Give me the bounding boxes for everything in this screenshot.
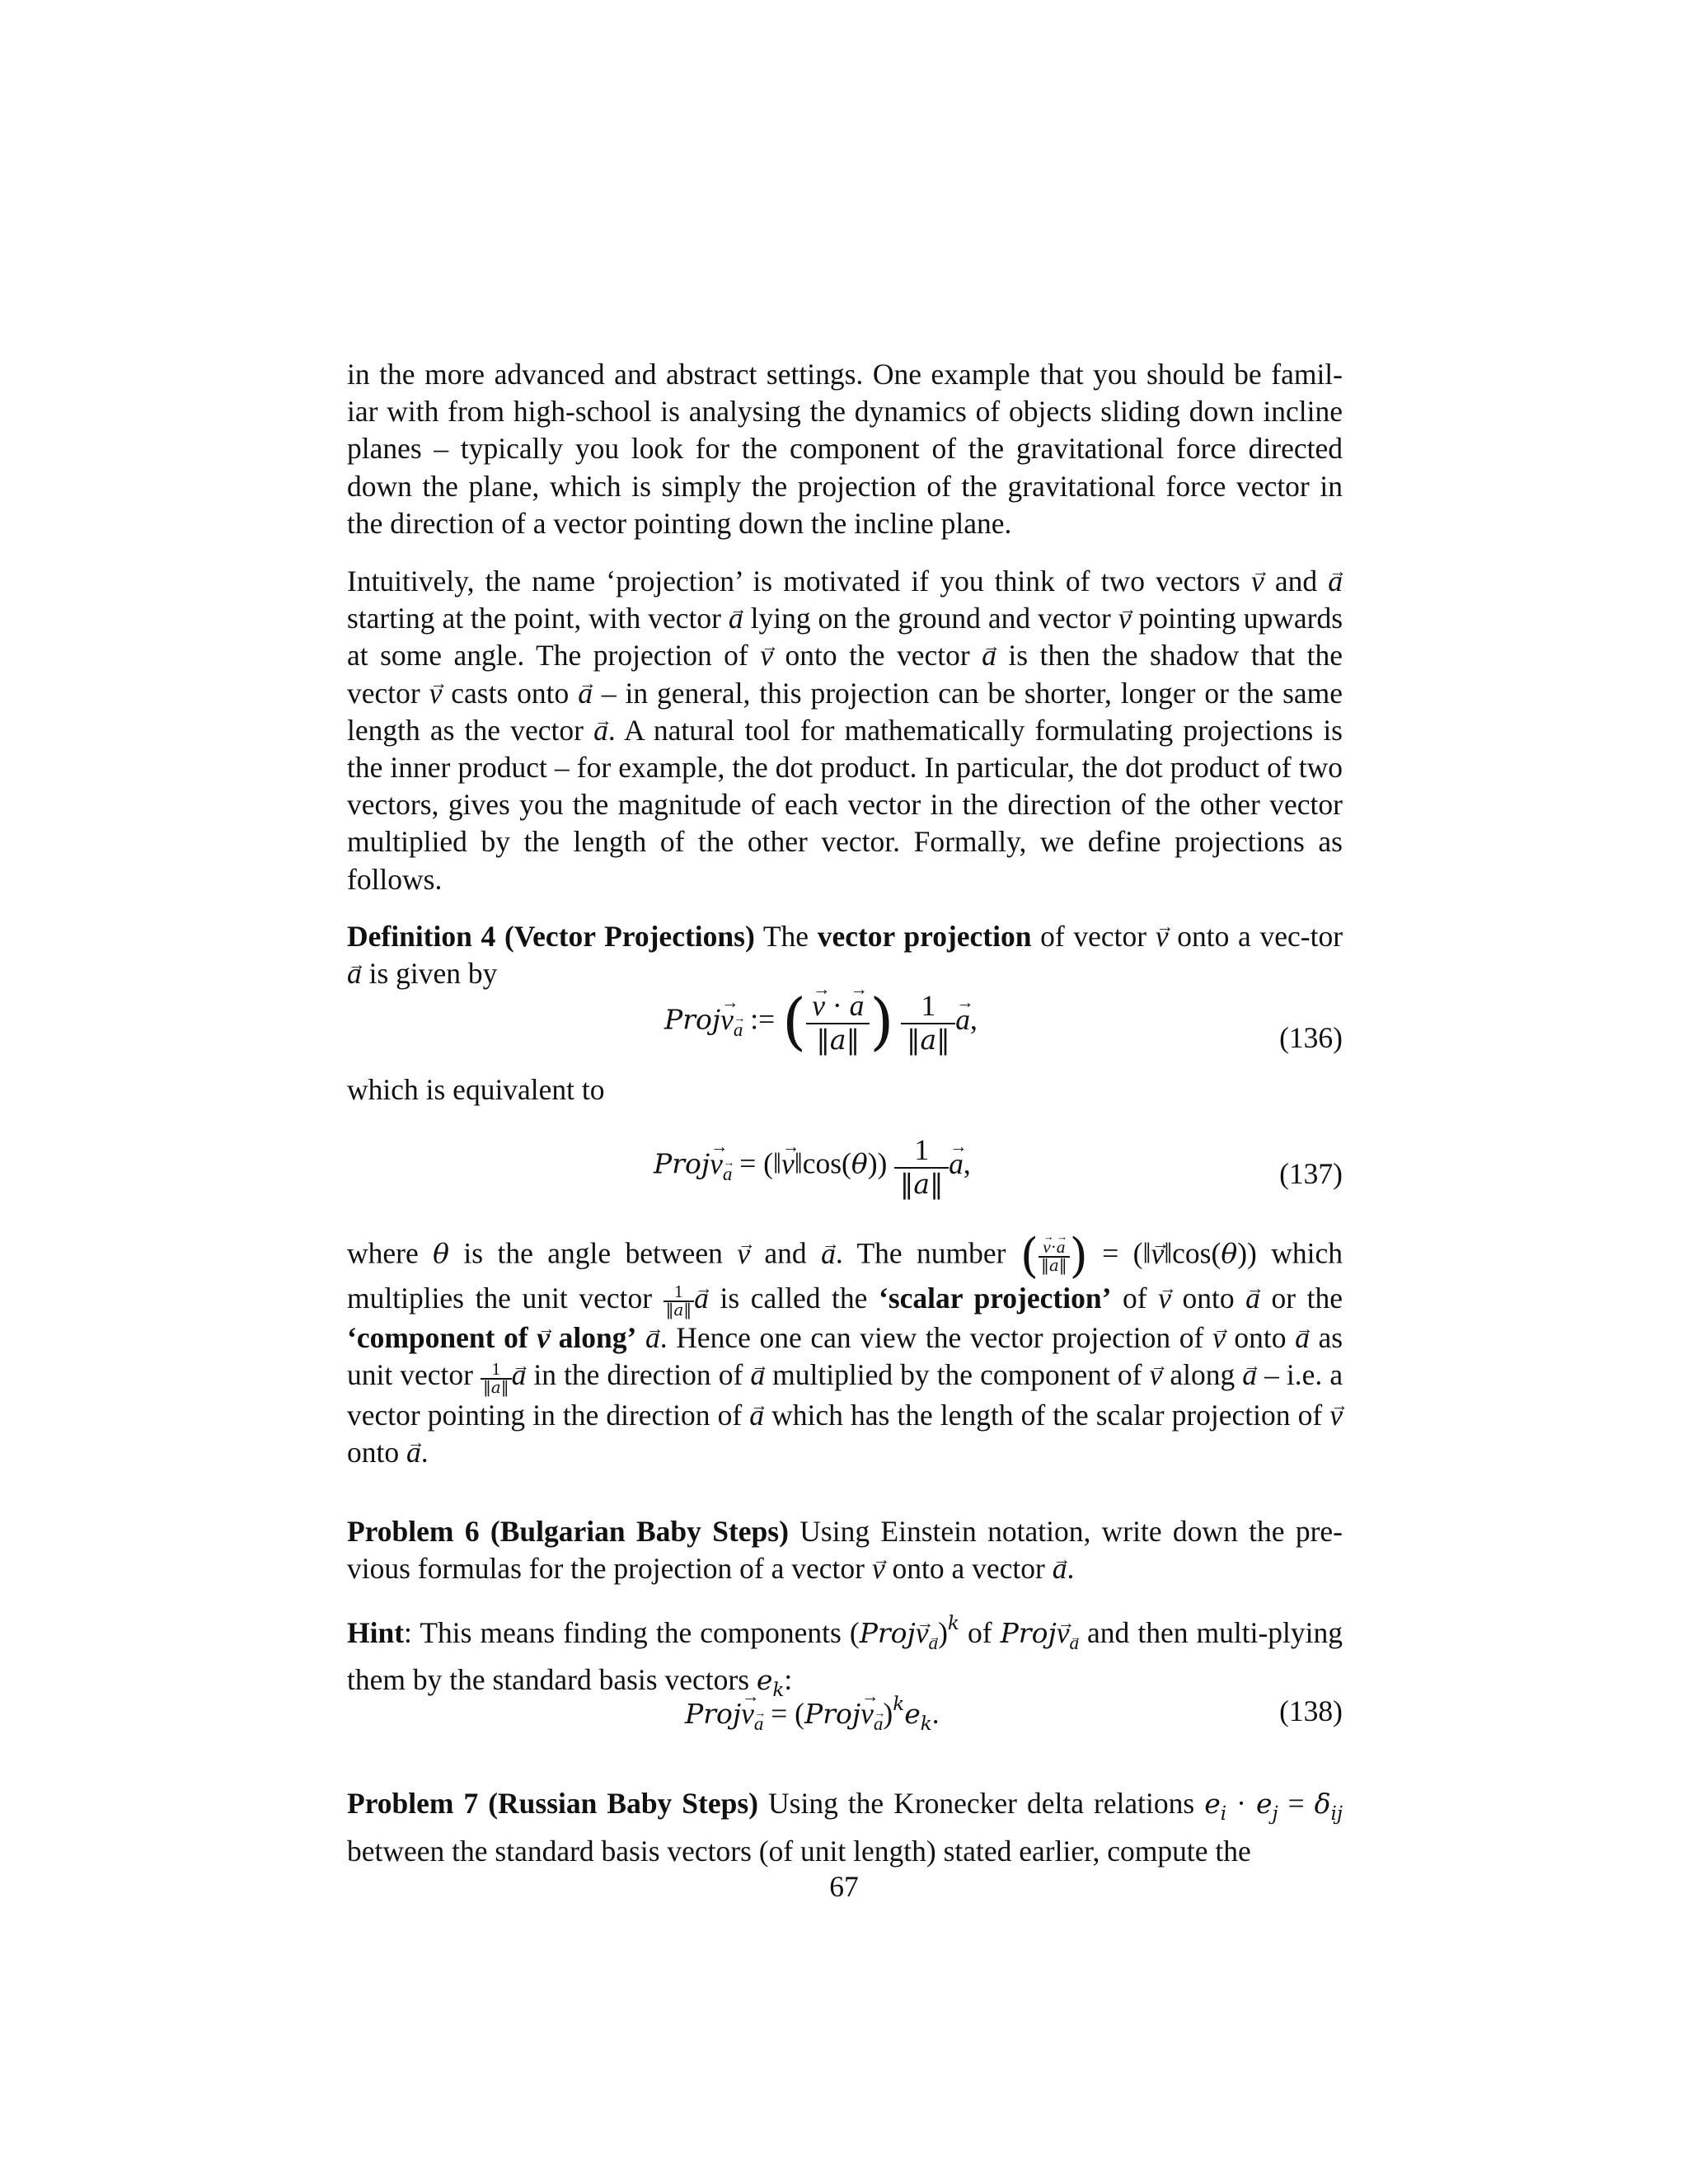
vector-a: a →	[1057, 1238, 1066, 1256]
vector-v: v →	[1156, 918, 1169, 955]
text-span: of	[967, 1616, 992, 1650]
left-paren: (	[1020, 1229, 1039, 1283]
problem-6-title: Problem 6 (Bulgarian Baby Steps)	[347, 1515, 789, 1548]
text-span: onto	[1182, 1281, 1235, 1315]
vector-v: v →	[916, 1615, 929, 1652]
text-span: casts onto	[451, 676, 570, 710]
problem-7	[347, 1785, 1343, 1870]
equation-137-body: Projv $\to_a$ → = (‖v →‖cos(θ)) $\frac{1}{‖a‖}$ a →,	[654, 1133, 971, 1200]
dot-symbol: ·	[1050, 1236, 1057, 1257]
text-span: of	[1122, 1281, 1147, 1315]
fraction-one-over-norm	[901, 989, 955, 1056]
basis-e: e	[1204, 1788, 1221, 1820]
vector-v: v →	[781, 1146, 795, 1181]
text-span: onto the vector	[785, 639, 970, 673]
basis-e: e	[756, 1664, 773, 1697]
vector-v: v →	[720, 1002, 734, 1037]
text-span: is given by	[368, 957, 498, 991]
vector-a: a →	[955, 1002, 970, 1037]
equation-138	[347, 1694, 1343, 1743]
text-span: multiplied by the component of	[772, 1358, 1142, 1392]
page-number: 67	[829, 1870, 859, 1903]
vector-a: a →	[750, 1357, 765, 1394]
vector-v: v →	[1329, 1397, 1343, 1434]
vector-a: a →	[982, 637, 996, 674]
vector-a: a →	[949, 1146, 964, 1181]
problem-7-title: Problem 7 (Russian Baby Steps)	[347, 1787, 759, 1820]
text-span: onto a vector	[892, 1552, 1045, 1586]
norm-a: ‖a‖	[665, 1301, 692, 1320]
text-span: is then the shadow that the vector	[347, 639, 1343, 710]
text-span: pointing upwards at some angle. The projection of	[347, 602, 1343, 673]
text-span: is the angle between	[463, 1236, 723, 1270]
hint-title: Hint	[347, 1616, 405, 1650]
paragraph-intro-text: in the more advanced and abstract settings. One example that you should be famil-iar with from high-school is analysing the dynamics of objects sliding down incline planes – typically you look for the component of the gravitational force directed down the plane, which is simply the projection of the gravitational force vector in the direction of a vector pointing down the incline plane.	[347, 358, 1343, 540]
text-span: . A natural tool for mathematically formulating projections is the inner product – for example, the dot product. In particular, the dot product of two vectors, gives you the magnitude of each vector in the direction of the other vector multiplied by the length of the other vector. Formally, we define projections as follows.	[347, 713, 1343, 896]
equation-number: (138)	[1279, 1694, 1343, 1727]
vector-a: a →	[749, 1397, 764, 1434]
equation-number: (137)	[1279, 1157, 1343, 1190]
text-span: starting at the point, with vector	[347, 602, 721, 635]
vector-a: a →	[1242, 1357, 1257, 1394]
theta-symbol: θ	[433, 1237, 450, 1270]
assign-symbol: :=	[750, 1002, 776, 1036]
norm-a: ‖a‖	[1041, 1256, 1067, 1276]
basis-e: e	[904, 1698, 921, 1731]
paragraph-intuition	[347, 563, 1343, 898]
text-span: lying on the ground and vector	[750, 602, 1111, 635]
subscript-k: k	[772, 1680, 785, 1702]
vector-v: v →	[872, 1550, 885, 1587]
numerator-one: 1	[663, 1282, 695, 1302]
vector-a: a →	[821, 1235, 836, 1272]
equation-137	[347, 1133, 1343, 1216]
vector-a: a →	[645, 1319, 660, 1357]
text-span: onto	[1234, 1321, 1287, 1355]
vector-v: v →	[1150, 1357, 1163, 1394]
vector-v: v →	[1212, 1319, 1226, 1357]
text-span: which has the length of the scalar projection of	[771, 1398, 1323, 1432]
vector-v: v →	[429, 675, 443, 712]
delta-symbol: δ	[1314, 1788, 1331, 1820]
text-span: Using the Kronecker delta relations	[768, 1787, 1195, 1820]
subscript-ij: ij	[1330, 1803, 1343, 1825]
text-span: and	[764, 1236, 807, 1270]
text-span: between the standard basis vectors (of unit length) stated earlier, compute the	[347, 1835, 1251, 1868]
vector-a: a →	[850, 989, 865, 1023]
definition-title: Definition 4 (Vector Projections)	[347, 920, 755, 953]
fraction-one-over-norm	[894, 1133, 949, 1200]
cos-function: cos	[802, 1146, 842, 1180]
theta-symbol: θ	[1221, 1237, 1238, 1270]
text-span: along	[1170, 1358, 1236, 1392]
text-span: onto a vec-tor	[1177, 920, 1343, 953]
text-span: where	[347, 1236, 419, 1270]
text-span: and	[1274, 565, 1318, 598]
text-span: ‘component of	[347, 1321, 528, 1355]
vector-v: v →	[860, 1696, 874, 1731]
text-span: . Hence one can view the vector projection of	[659, 1321, 1204, 1355]
text-span: . The number	[835, 1236, 1006, 1270]
vector-a: a →	[406, 1434, 421, 1471]
subscript-k: k	[920, 1713, 932, 1736]
dot-symbol: ·	[832, 989, 842, 1022]
text-span: is called the	[720, 1281, 868, 1315]
vector-a: $_a$ →	[723, 1163, 733, 1185]
vector-v: v →	[1251, 563, 1264, 600]
theta-symbol: θ	[851, 1147, 868, 1180]
vector-v: v →	[710, 1146, 723, 1181]
text-span: in the direction of	[533, 1358, 743, 1392]
vector-v: v →	[1151, 1235, 1164, 1272]
vector-a: $_a$ →	[929, 1624, 939, 1661]
text-span: and then multi-plying them by the standard basis vectors	[347, 1616, 1343, 1697]
text-span: along’	[558, 1321, 637, 1355]
equation-138-body: Projv $\to_a$ → = (Projv $\to_a \to)^ke_k$.	[685, 1694, 940, 1735]
right-paren: )	[870, 986, 894, 1058]
numerator-one: 1	[894, 1133, 949, 1169]
vector-a: $_a$ →	[734, 1019, 743, 1041]
inline-fraction-dot-over-norm	[1039, 1238, 1070, 1275]
equals-symbol: =	[771, 1697, 788, 1731]
vector-a: a →	[347, 955, 362, 992]
vector-v: v →	[812, 989, 825, 1023]
numerator-one: 1	[901, 989, 955, 1024]
vector-v: v →	[741, 1696, 754, 1731]
vector-a: $_a$ →	[754, 1713, 764, 1735]
superscript-k: k	[893, 1694, 905, 1715]
term-component-along	[347, 1321, 636, 1354]
text-span: The	[762, 920, 809, 953]
text-span: which is equivalent to	[347, 1073, 605, 1106]
math-proj: Proj	[654, 1147, 710, 1180]
problem-6: Problem 6 (Bulgarian Baby Steps) Using Einstein notation, write down the pre-vious formulas for the projection of a vector v → onto a vector a →.	[347, 1513, 1343, 1587]
text-span: as unit vector	[347, 1321, 1343, 1392]
right-paren: )	[1069, 1229, 1088, 1283]
norm-a: ‖a‖	[899, 1167, 944, 1200]
text-span: Intuitively, the name ‘projection’ is motivated if you think of two vectors	[347, 565, 1240, 598]
paragraph-intro	[347, 356, 1343, 542]
equals-symbol: =	[1102, 1236, 1119, 1270]
math-proj: Proj	[859, 1617, 916, 1650]
cos-function: cos	[1172, 1236, 1212, 1270]
inline-fraction-one-over-norm	[481, 1360, 512, 1397]
text-span: onto	[347, 1436, 400, 1469]
paragraph-scalar-projection: where θ is the angle between v → and a →. The number ( $\frac{v \to\cdot a \to}{‖a‖}$ ) = (‖v →‖cos(θ)) which multiplies the unit vector $\frac{1}{‖a‖}$ a → is called the ‘scalar projection’ of v → onto a → or the ‘component of v → along’ a →. Hence one can view the vector projection of v → onto a → as unit vector $\frac{1}{‖a‖}$ a → in the direction of a → multiplied by the component of v → along a → – i.e. a vector pointing in the direction of a → which has the length of the scalar projection of v → onto a →.	[347, 1233, 1343, 1471]
superscript-k: k	[947, 1613, 959, 1634]
numerator-one: 1	[481, 1360, 512, 1380]
vector-v: v →	[1158, 1280, 1171, 1317]
text-span: Using Einstein notation, write down the pre-vious formulas for the projection of a vector	[347, 1515, 1343, 1586]
text-span: – in general, this projection can be shorter, longer or the same length as the vector	[347, 676, 1343, 747]
vector-v: v →	[1043, 1238, 1050, 1256]
text-span: or the	[1271, 1281, 1343, 1315]
dot-symbol: ·	[1236, 1787, 1246, 1820]
basis-e: e	[1255, 1788, 1273, 1820]
term-scalar-projection: ‘scalar projection’	[879, 1281, 1112, 1315]
vector-v: v →	[1118, 600, 1132, 637]
math-proj: Proj	[685, 1698, 742, 1731]
equation-136-body: Projv $\to_a$ → := ( $\frac{v \to \cdot a \to}{‖a‖}$ ) $\frac{1}{‖a‖}$ a →,	[664, 989, 978, 1056]
math-proj: Proj	[804, 1698, 861, 1731]
text-span: which multiplies the unit vector	[347, 1236, 1343, 1315]
definition-4	[347, 918, 1343, 992]
text-span: – i.e. a vector pointing in the direction of	[347, 1358, 1343, 1432]
hint: Hint: This means finding the components (Projv $\to_a \to)^k$ of Projv $\to_a$ → and then multi-plying them by the standard basis vectors $e_k$:	[347, 1605, 1343, 1710]
definition-term: vector projection	[817, 920, 1032, 953]
vector-v: v →	[737, 1235, 750, 1272]
text-span: of vector	[1040, 920, 1147, 953]
norm-a: ‖a‖	[816, 1023, 860, 1056]
vector-a: a →	[1245, 1280, 1260, 1317]
text-span: : This means finding the components	[404, 1616, 842, 1650]
norm-a: ‖a‖	[906, 1023, 950, 1056]
equals-symbol: =	[739, 1146, 757, 1180]
fraction-dot-over-norm	[806, 989, 870, 1056]
vector-a: a →	[578, 675, 593, 712]
vector-v: v →	[1057, 1615, 1070, 1652]
vector-a: a →	[729, 600, 743, 637]
equals-symbol: =	[1287, 1787, 1305, 1820]
equation-number: (136)	[1279, 1021, 1343, 1054]
norm-a: ‖a‖	[483, 1378, 509, 1398]
vector-a: a →	[694, 1280, 709, 1317]
vector-a: a →	[512, 1357, 527, 1394]
vector-a: a →	[1295, 1319, 1310, 1357]
math-proj: Proj	[1000, 1617, 1057, 1650]
vector-v: v →	[537, 1319, 550, 1357]
inline-fraction-one-over-norm	[663, 1282, 695, 1319]
vector-a: $_a$ →	[874, 1713, 884, 1735]
vector-a: a →	[1328, 563, 1343, 600]
vector-v: v →	[760, 637, 773, 674]
vector-a: $_a$ →	[1069, 1624, 1079, 1661]
vector-a: a →	[593, 712, 608, 749]
subscript-i: i	[1220, 1803, 1227, 1825]
left-paren: (	[782, 986, 807, 1058]
vector-a: a →	[1053, 1550, 1067, 1587]
subscript-j: j	[1272, 1803, 1278, 1825]
math-proj: Proj	[664, 1003, 721, 1036]
equivalence-text	[347, 1071, 1343, 1108]
